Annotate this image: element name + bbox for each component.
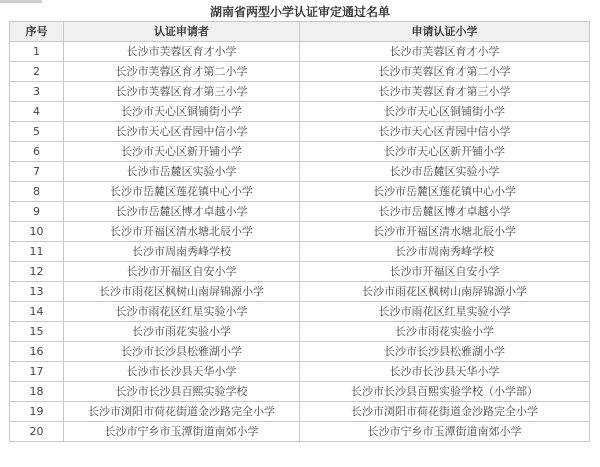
row-number-cell: 17 [10, 362, 64, 382]
applicant-cell: 长沙市天心区铜铺街小学 [64, 102, 300, 122]
applicant-cell: 长沙市雨花区枫树山南屏锦源小学 [64, 282, 300, 302]
applicant-cell: 长沙市天心区新开铺小学 [64, 142, 300, 162]
header-school: 申请认证小学 [300, 22, 590, 42]
table-row [10, 202, 590, 222]
table-row [10, 242, 590, 262]
applicant-cell: 长沙市雨花区红星实验小学 [64, 302, 300, 322]
applicant-cell: 长沙市长沙县天华小学 [64, 362, 300, 382]
school-cell: 长沙市天心区铜铺街小学 [300, 102, 590, 122]
row-number-cell: 7 [10, 162, 64, 182]
top-edge-mark [0, 0, 42, 3]
applicant-cell: 长沙市浏阳市荷花街道金沙路完全小学 [64, 402, 300, 422]
table-row [10, 182, 590, 202]
applicant-cell: 长沙市宁乡市玉潭街道南郊小学 [64, 422, 300, 442]
applicant-cell: 长沙市长沙县松雅湖小学 [64, 342, 300, 362]
applicant-cell: 长沙市雨花实验小学 [64, 322, 300, 342]
table-row [10, 162, 590, 182]
row-number-cell: 18 [10, 382, 64, 402]
row-number-cell: 1 [10, 42, 64, 62]
page-title: 湖南省两型小学认证审定通过名单 [209, 5, 390, 19]
table-row [10, 262, 590, 282]
row-number-cell: 19 [10, 402, 64, 422]
school-cell: 长沙市雨花区枫树山南屏锦源小学 [300, 282, 590, 302]
table-row [10, 422, 590, 442]
row-number-cell: 5 [10, 122, 64, 142]
table-row [10, 282, 590, 302]
table-row [10, 302, 590, 322]
table-row [10, 382, 590, 402]
school-cell: 长沙市天心区青园中信小学 [300, 122, 590, 142]
table-header-row [10, 22, 590, 42]
school-cell: 长沙市浏阳市荷花街道金沙路完全小学 [300, 402, 590, 422]
applicant-cell: 长沙市周南秀峰学校 [64, 242, 300, 262]
row-number-cell: 6 [10, 142, 64, 162]
row-number-cell: 11 [10, 242, 64, 262]
school-cell: 长沙市开福区清水塘北辰小学 [300, 222, 590, 242]
table-row [10, 122, 590, 142]
row-number-cell: 13 [10, 282, 64, 302]
school-cell: 长沙市岳麓区莲花镇中心小学 [300, 182, 590, 202]
applicant-cell: 长沙市芙蓉区育才小学 [64, 42, 300, 62]
table-row [10, 222, 590, 242]
school-cell: 长沙市芙蓉区育才第二小学 [300, 62, 590, 82]
row-number-cell: 16 [10, 342, 64, 362]
applicant-cell: 长沙市开福区自安小学 [64, 262, 300, 282]
row-number-cell: 12 [10, 262, 64, 282]
applicant-cell: 长沙市岳麓区博才卓越小学 [64, 202, 300, 222]
approval-table [9, 21, 590, 442]
school-cell: 长沙市宁乡市玉潭街道南郊小学 [300, 422, 590, 442]
header-number: 序号 [10, 22, 64, 42]
table-row [10, 402, 590, 422]
table-body [10, 42, 590, 442]
applicant-cell: 长沙市岳麓区莲花镇中心小学 [64, 182, 300, 202]
row-number-cell: 15 [10, 322, 64, 342]
table-row [10, 362, 590, 382]
table-row [10, 342, 590, 362]
school-cell: 长沙市芙蓉区育才第三小学 [300, 82, 590, 102]
table-row [10, 102, 590, 122]
table-row [10, 322, 590, 342]
school-cell: 长沙市雨花区红星实验小学 [300, 302, 590, 322]
school-cell: 长沙市开福区自安小学 [300, 262, 590, 282]
school-cell: 长沙市岳麓区博才卓越小学 [300, 202, 590, 222]
school-cell: 长沙市芙蓉区育才小学 [300, 42, 590, 62]
row-number-cell: 2 [10, 62, 64, 82]
school-cell: 长沙市天心区新开铺小学 [300, 142, 590, 162]
applicant-cell: 长沙市芙蓉区育才第二小学 [64, 62, 300, 82]
applicant-cell: 长沙市岳麓区实验小学 [64, 162, 300, 182]
table-row [10, 82, 590, 102]
row-number-cell: 14 [10, 302, 64, 322]
row-number-cell: 3 [10, 82, 64, 102]
row-number-cell: 20 [10, 422, 64, 442]
school-cell: 长沙市长沙县松雅湖小学 [300, 342, 590, 362]
school-cell: 长沙市岳麓区实验小学 [300, 162, 590, 182]
table-row [10, 42, 590, 62]
row-number-cell: 8 [10, 182, 64, 202]
row-number-cell: 4 [10, 102, 64, 122]
table-row [10, 62, 590, 82]
header-applicant: 认证申请者 [64, 22, 300, 42]
applicant-cell: 长沙市开福区清水塘北辰小学 [64, 222, 300, 242]
row-number-cell: 10 [10, 222, 64, 242]
applicant-cell: 长沙市天心区青园中信小学 [64, 122, 300, 142]
applicant-cell: 长沙市长沙县百熙实验学校 [64, 382, 300, 402]
table-row [10, 142, 590, 162]
school-cell: 长沙市长沙县天华小学 [300, 362, 590, 382]
row-number-cell: 9 [10, 202, 64, 222]
school-cell: 长沙市长沙县百熙实验学校（小学部） [300, 382, 590, 402]
applicant-cell: 长沙市芙蓉区育才第三小学 [64, 82, 300, 102]
school-cell: 长沙市雨花实验小学 [300, 322, 590, 342]
school-cell: 长沙市周南秀峰学校 [300, 242, 590, 262]
